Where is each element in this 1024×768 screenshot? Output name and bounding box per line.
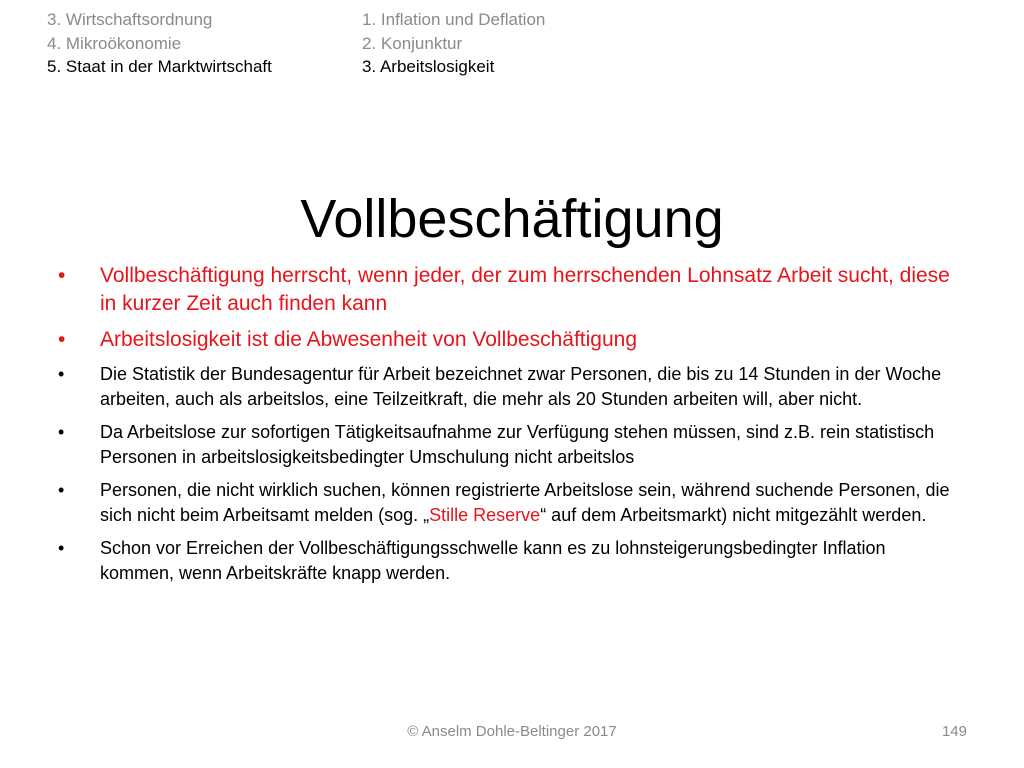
bullet-text: Da Arbeitslose zur sofortigen Tätigkeitsaufnahme zur Verfügung stehen müssen, sind z.B. rein statistisch Personen in arbeitslosigkeitsbedingter Umschulung nicht arbeitslos [100, 422, 935, 467]
nav-item-wirtschaftsordnung[interactable]: 3. Wirtschaftsordnung [47, 10, 213, 29]
bullet-text: Schon vor Erreichen der Vollbeschäftigungsschwelle kann es zu lohnsteigerungsbedingter Inflation kommen, wenn Arbeitskräfte knapp werden. [100, 538, 886, 583]
nav-item-inflation-deflation[interactable]: 1. Inflation und Deflation [362, 10, 546, 29]
bullet-item [55, 478, 955, 528]
bullet-item [55, 536, 955, 586]
bullet-text-before: Personen, die nicht wirklich suchen, können registrierte Arbeitslose sein, während suchende Personen, die sich nicht beim Arbeitsamt melden (sog. „ [100, 480, 950, 525]
bullet-icon: • [58, 480, 65, 500]
bullet-text-after: “ auf dem Arbeitsmarkt) nicht mitgezählt werden. [540, 505, 927, 525]
bullet-item [55, 420, 955, 470]
bullet-item [55, 362, 955, 412]
slide-title: Vollbeschäftigung [300, 189, 724, 250]
bullet-item [55, 262, 955, 318]
footer-copyright: © Anselm Dohle-Beltinger 2017 [407, 723, 617, 740]
bullet-item [55, 326, 955, 354]
bullet-list [55, 262, 955, 594]
nav-item-mikrooekonomie[interactable]: 4. Mikroökonomie [47, 33, 182, 53]
bullet-icon: • [58, 264, 66, 287]
breadcrumb-sections [362, 8, 545, 79]
highlight-stille-reserve: Stille Reserve [429, 505, 541, 525]
bullet-text: Arbeitslosigkeit ist die Abwesenheit von Vollbeschäftigung [100, 328, 637, 351]
bullet-text [100, 480, 950, 525]
bullet-icon: • [58, 364, 65, 384]
bullet-icon: • [58, 538, 65, 558]
nav-item-arbeitslosigkeit[interactable]: 3. Arbeitslosigkeit [362, 57, 495, 76]
breadcrumb-chapters [47, 8, 272, 79]
bullet-text: Vollbeschäftigung herrscht, wenn jeder, der zum herrschenden Lohnsatz Arbeit sucht, diese in kurzer Zeit auch finden kann [100, 264, 950, 315]
page-number: 149 [941, 723, 967, 740]
nav-item-staat-marktwirtschaft[interactable]: 5. Staat in der Marktwirtschaft [47, 57, 272, 76]
nav-item-konjunktur[interactable]: 2. Konjunktur [362, 33, 463, 53]
bullet-text: Die Statistik der Bundesagentur für Arbeit bezeichnet zwar Personen, die bis zu 14 Stunden in der Woche arbeiten, auch als arbeitslos, eine Teilzeitkraft, die mehr als 20 Stunden arbeiten will, aber nicht. [100, 364, 942, 409]
bullet-icon: • [58, 422, 65, 442]
bullet-icon: • [58, 328, 66, 351]
